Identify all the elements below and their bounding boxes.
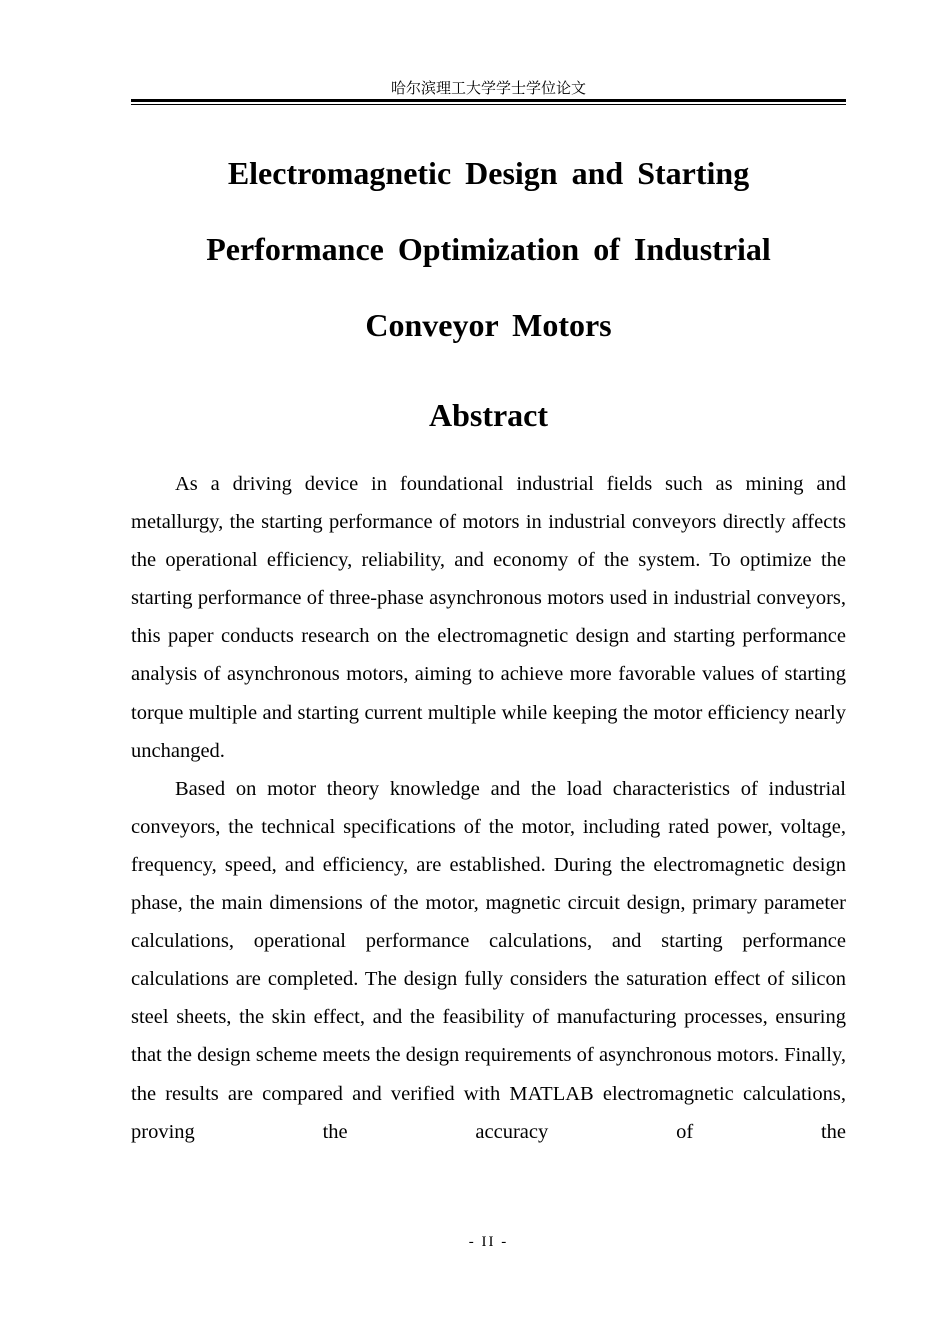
page-number: - II - <box>468 1234 509 1250</box>
title-line-1: Electromagnetic Design and Starting <box>227 155 750 191</box>
title-line-2: Performance Optimization of Industrial <box>206 231 771 267</box>
abstract-body <box>131 465 846 1151</box>
abstract-heading: Abstract <box>428 397 549 433</box>
title-line-3: Conveyor Motors <box>365 307 612 343</box>
header-rule-thick <box>131 99 846 102</box>
abstract-paragraph-1: As a driving device in foundational industrial fields such as mining and metallurgy, the starting performance of motors in industrial conveyors directly affects the operational efficiency, reliability, and economy of the system. To optimize the starting performance of three-phase asynchronous motors used in industrial conveyors, this paper conducts research on the electromagnetic design and starting performance analysis of asynchronous motors, aiming to achieve more favorable values of starting torque multiple and starting current multiple while keeping the motor efficiency nearly unchanged. <box>131 473 846 762</box>
running-header: 哈尔滨理工大学学士学位论文 <box>390 79 586 97</box>
header-rule-thin <box>131 104 846 105</box>
abstract-paragraph-2: Based on motor theory knowledge and the load characteristics of industrial conveyors, the technical specifications of the motor, including rated power, voltage, frequency, speed, and efficiency, are established. During the electromagnetic design phase, the main dimensions of the motor, magnetic circuit design, primary parameter calculations, operational performance calculations, and starting performance calculations are completed. The design fully considers the saturation effect of silicon steel sheets, the skin effect, and the feasibility of manufacturing processes, ensuring that the design scheme meets the design requirements of asynchronous motors. Finally, the results are compared and verified with MATLAB electromagnetic calculations, proving the accuracy of the <box>131 777 846 1143</box>
thesis-title <box>131 135 846 363</box>
